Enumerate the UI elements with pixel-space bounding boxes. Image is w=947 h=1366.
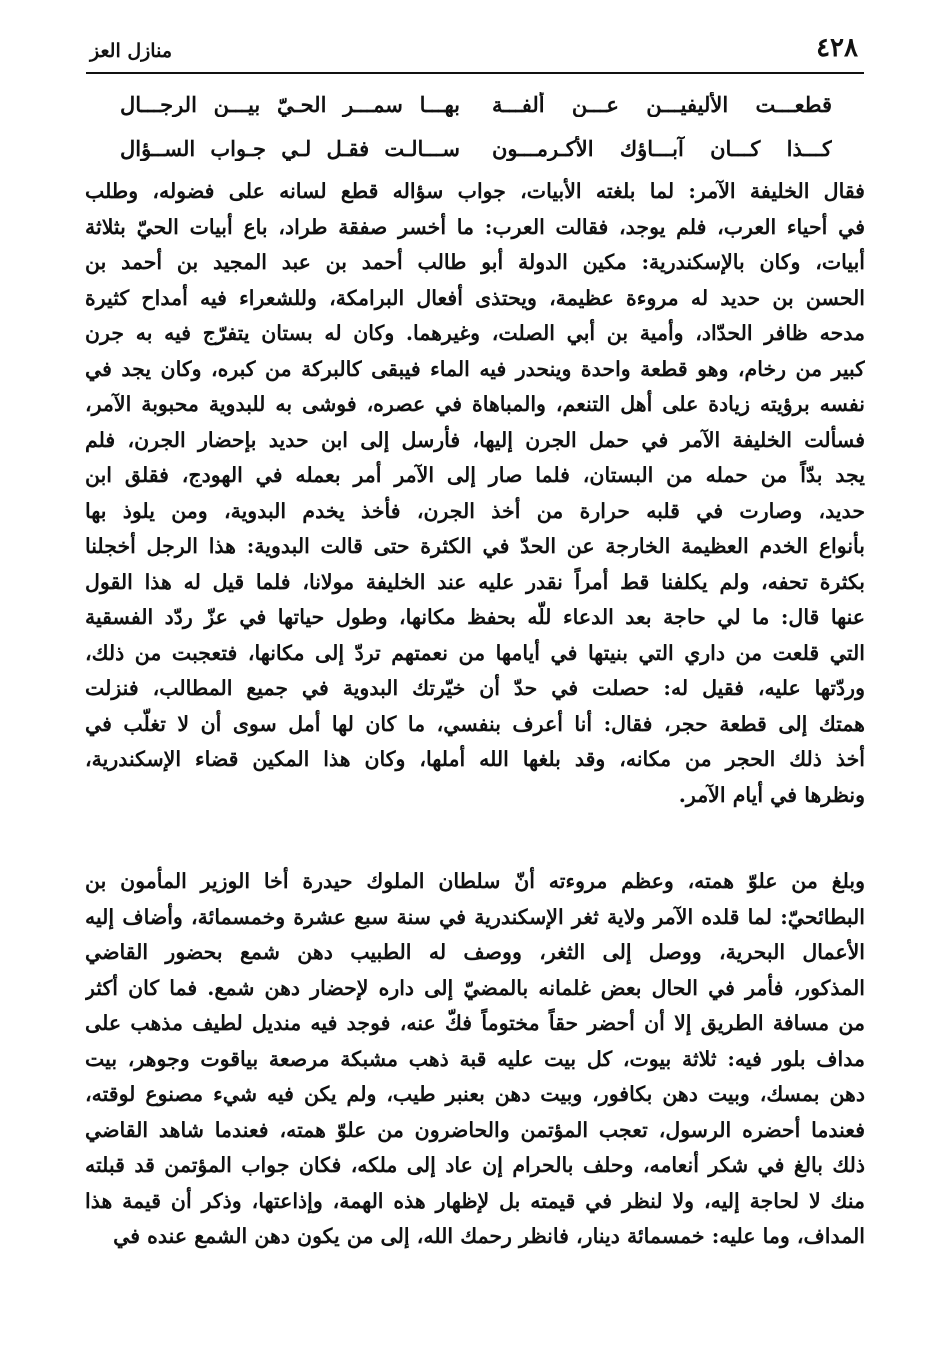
text-line: منك لا لحاجة إليه، ولا لنظر في قيمته بل لإظهار هذه الهمة، وإذاعتها، وذكر أن قيمة هذا — [85, 1188, 865, 1213]
text-line: همتك إلى قطعة حجر، فقال: أنا أعرف بنفسي، ما كان لها أمل سوى أن لا تغلّب في — [85, 711, 865, 736]
paragraph-1 — [85, 174, 865, 813]
text-line: التي قلعت من داري التي بنيتها في أيامها من نعمتهم تردّ إلى مكانها، فتعجبت من ذلك، — [85, 640, 865, 665]
text-line: فسألت الخليفة الآمر في حمل الجرن إليها، فأرسل إلى ابن حديد بإحضار الجرن، فلم — [85, 427, 865, 452]
text-line: من مسافة الطريق إلا أن أحضر حقاً مختوماً فكّ عنه، فوجد فيه منديل لطيف مذهب على — [85, 1011, 865, 1035]
verse-first-hemistich: كـــذا كـــان آبـــاؤك الأكـرمـــون — [492, 135, 832, 161]
text-line: فقال الخليفة الآمر: لما بلغته الأبيات، جواب سؤاله قطع لسانه على فضوله، وطلب — [85, 179, 865, 203]
text-line: في أحياء العرب، فلم يوجد، فقالت العرب: ما أخسر صفقة طراد، باع أبيات الحيّ بثلاثة — [85, 214, 865, 239]
verse-second-hemistich: ســـالـت فقـل لـي جـواب الســؤال — [120, 135, 460, 161]
text-line: مداف بلور فيه: ثلاثة بيوت، كل بيت عليه قبة ذهب مشبكة مرصعة بياقوت وجوهر، بيت — [85, 1046, 865, 1071]
text-line: ونظرها في أيام الآمر. — [678, 782, 865, 807]
text-line: وبلغ من علوّ همته، وعظم مروءته أنّ سلطان الملوك حيدرة أخا الوزير المأمون بن — [85, 869, 865, 893]
text-line: المذكور، فأمر في الحال بعض غلمانه بالمضيّ إلى داره لإحضار دهن شمع. فما كان أكثر — [85, 975, 865, 1000]
verse-first-hemistich: قطعـــت الأليفيـــن عـــن ألفـــة — [492, 91, 832, 117]
text-line: حديد، وصارت في قلبه حرارة من أخذ الجرن، فأخذ يخدم البدوية، ومن يلوذ بها — [85, 498, 865, 523]
text-line: كبير من رخام، وهو قطعة واحدة وينحدر فيه الماء فيبقى كالبركة من كبره، وكان يجد في — [85, 356, 865, 381]
text-line: يجد بدّاً من حمله من البستان، فلما صار إلى الآمر أمر بعمله في الهودج، فقلق ابن — [85, 463, 865, 487]
text-line: الحسن بن حديد له مروءة عظيمة، ويحتذى أفعال البرامكة، وللشعراء فيه أمداح كثيرة — [85, 285, 865, 310]
page-header — [86, 28, 864, 74]
text-line: المداف، وما عليه: خمسمائة دينار، فانظر رحمك الله، إلى من يكون دهن الشمع عنده في — [113, 1224, 865, 1248]
running-title: منازل العز — [90, 40, 173, 62]
verse-second-hemistich: بهـــا سمـــر الحـيّ بيـــن الرجـــال — [120, 91, 460, 117]
text-line: فعندما أحضره الرسول، تعجب المؤتمن والحاضرون من علوّ همته، فعندما شاهد القاضي — [85, 1117, 865, 1142]
text-line: بأنواع الخدم العظيمة الخارجة عن الحدّ في الكثرة حتى قالت البدوية: هذا الرجل أخجلنا — [85, 534, 865, 558]
text-line: مدحه ظافر الحدّاد، وأمية بن أبي الصلت، وغيرهما. وكان له بستان يتفرّج فيه به جرن — [85, 321, 865, 345]
verse-line — [120, 126, 832, 170]
text-line: أخذ ذلك الحجر من مكانه، وقد بلغها الله أملها، وكان هذا المكين قضاء الإسكندرية، — [85, 747, 865, 771]
verse-line — [120, 82, 832, 126]
paragraph-2 — [85, 864, 865, 1255]
text-line: نفسه برؤيته زيادة على أهل التنعم، والمباهاة في عصره، فوشى به للبدوية محبوبة الآمر، — [85, 392, 865, 416]
poem-verses — [120, 82, 832, 170]
text-line: ذلك بالغ في شكر أنعامه، وحلف بالحرام إن عاد إلى ملكه، فكان جواب المؤتمن قد قبلته — [85, 1153, 865, 1177]
page-number: ٤٢٨ — [816, 33, 858, 63]
text-line: الأعمال البحرية، ووصل إلى الثغر، ووصف له الطبيب دهن شمع بحضور القاضي — [85, 940, 865, 964]
text-line: بكثرة تحفه، ولم يكلفنا قط أمراً نقدر عليه عند الخليفة مولانا، فلما قيل له هذا القول — [85, 569, 865, 594]
text-line: البطائحيّ: لما قلده الآمر ولاية ثغر الإسكندرية في سنة سبع عشرة وخمسمائة، وأضاف إليه — [85, 904, 865, 929]
text-line: دهن بمسك، وبيت دهن بكافور، وبيت دهن بعنبر طيب، ولم يكن فيه شيء مصنوع لوقته، — [85, 1082, 865, 1106]
text-line: أبيات، وكان بالإسكندرية: مكين الدولة أبو طالب أحمد بن عبد المجيد بن أحمد بن — [85, 250, 865, 274]
text-line: وردّتها عليه، فقيل له: حصلت في حدّ أن خيّرتك البدوية في جميع المطالب، فنزلت — [85, 676, 865, 700]
text-line: عنها قال: ما لي حاجة بعد الدعاء للّه بحفظ مكانها، وطول حياتها في عزّ ردّد الفسقية — [85, 605, 865, 629]
